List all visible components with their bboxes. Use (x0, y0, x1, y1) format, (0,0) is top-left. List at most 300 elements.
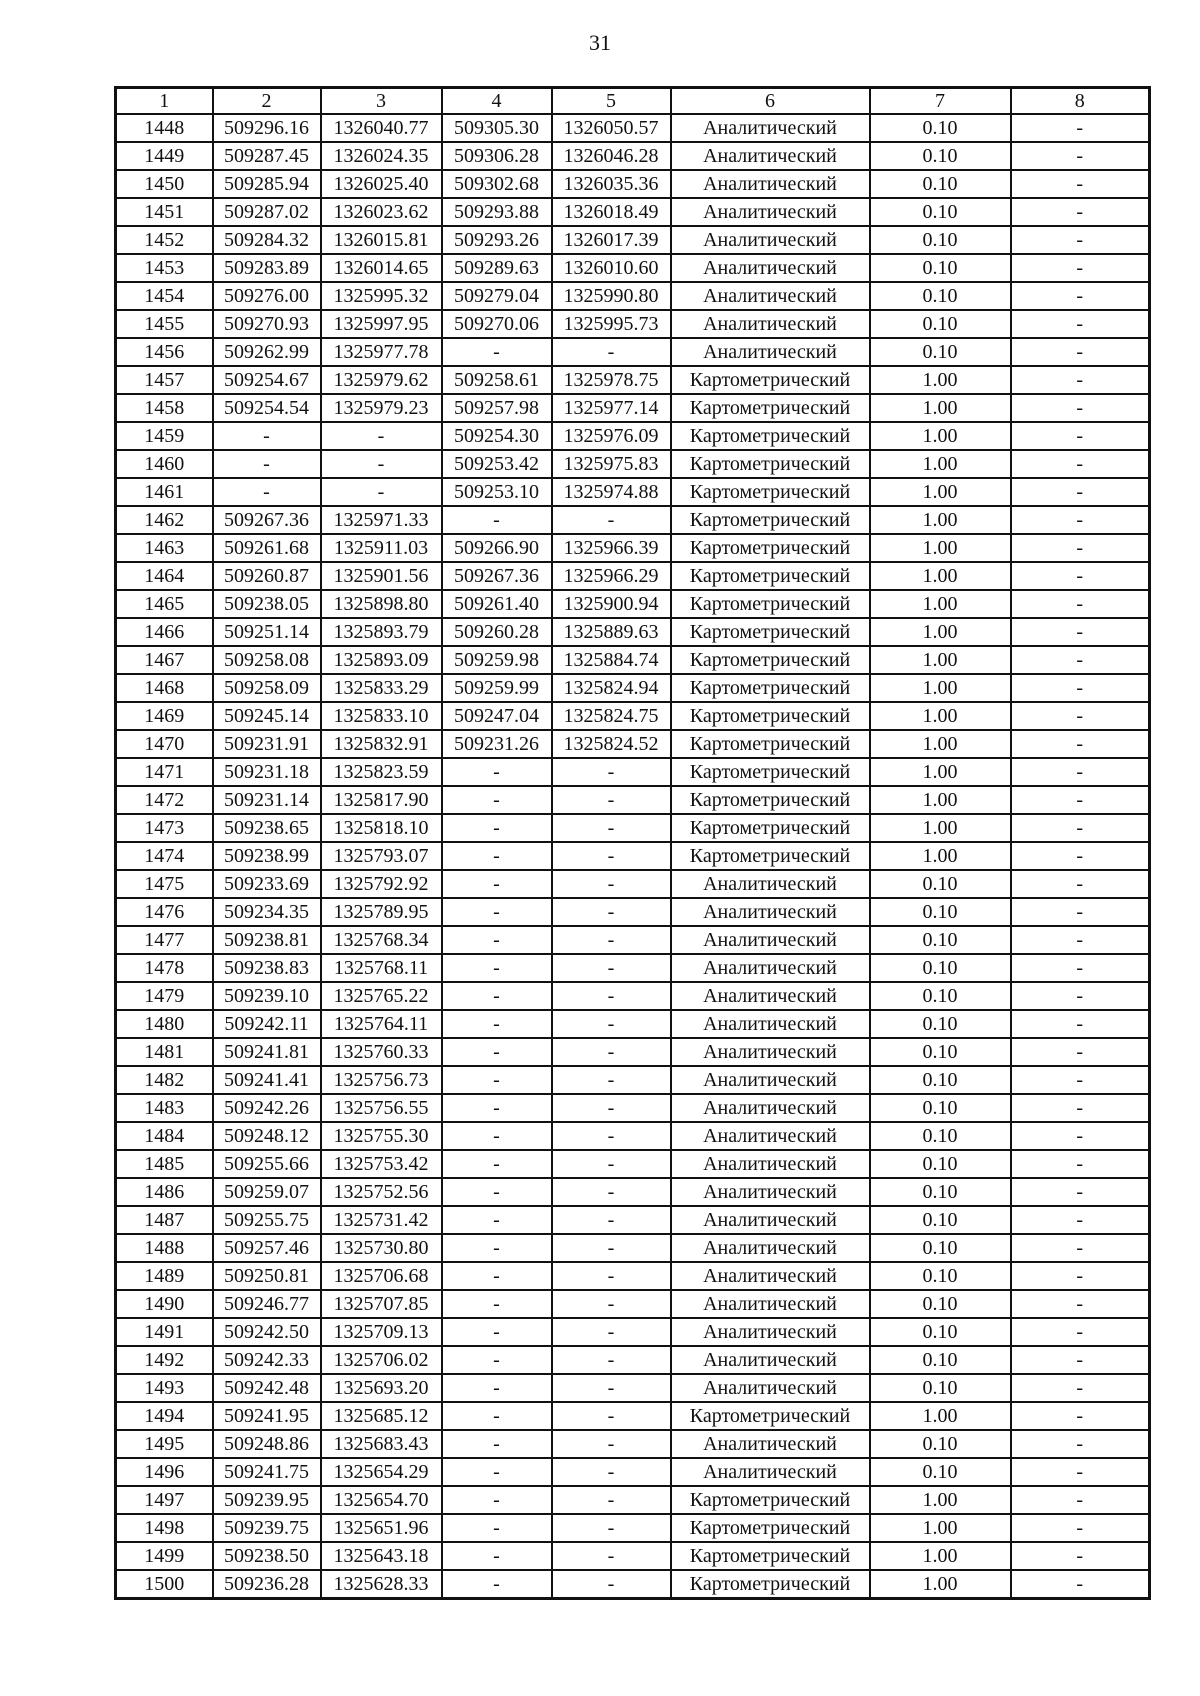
y2-coordinate-cell: - (552, 758, 671, 786)
method-cell: Аналитический (671, 254, 870, 282)
point-number-cell: 1462 (116, 506, 213, 534)
y2-coordinate-cell: 1325824.52 (552, 730, 671, 758)
note-cell: - (1011, 982, 1150, 1010)
note-cell: - (1011, 1262, 1150, 1290)
x2-coordinate-cell: - (442, 1290, 552, 1318)
accuracy-cell: 1.00 (870, 758, 1011, 786)
y2-coordinate-cell: - (552, 786, 671, 814)
x2-coordinate-cell: - (442, 338, 552, 366)
accuracy-cell: 1.00 (870, 842, 1011, 870)
table-row (116, 282, 1150, 310)
x-coordinate-cell: 509241.75 (213, 1458, 321, 1486)
note-cell: - (1011, 898, 1150, 926)
x2-coordinate-cell: - (442, 842, 552, 870)
x-coordinate-cell: - (213, 422, 321, 450)
method-cell: Аналитический (671, 226, 870, 254)
note-cell: - (1011, 1318, 1150, 1346)
x-coordinate-cell: 509258.09 (213, 674, 321, 702)
point-number-cell: 1500 (116, 1570, 213, 1599)
y-coordinate-cell: 1325730.80 (321, 1234, 442, 1262)
y2-coordinate-cell: 1325900.94 (552, 590, 671, 618)
accuracy-cell: 0.10 (870, 1066, 1011, 1094)
y-coordinate-cell: 1325977.78 (321, 338, 442, 366)
y2-coordinate-cell: 1325884.74 (552, 646, 671, 674)
y-coordinate-cell: - (321, 478, 442, 506)
y-coordinate-cell: 1325833.10 (321, 702, 442, 730)
table-row (116, 674, 1150, 702)
x-coordinate-cell: 509255.75 (213, 1206, 321, 1234)
table-row (116, 926, 1150, 954)
x2-coordinate-cell: 509289.63 (442, 254, 552, 282)
point-number-cell: 1492 (116, 1346, 213, 1374)
y-coordinate-cell: 1325654.29 (321, 1458, 442, 1486)
point-number-cell: 1457 (116, 366, 213, 394)
point-number-cell: 1481 (116, 1038, 213, 1066)
y-coordinate-cell: 1325995.32 (321, 282, 442, 310)
table-row (116, 338, 1150, 366)
table-row (116, 226, 1150, 254)
column-header: 4 (442, 88, 552, 115)
x2-coordinate-cell: 509253.10 (442, 478, 552, 506)
y2-coordinate-cell: - (552, 842, 671, 870)
y-coordinate-cell: 1325683.43 (321, 1430, 442, 1458)
x-coordinate-cell: 509270.93 (213, 310, 321, 338)
x-coordinate-cell: 509250.81 (213, 1262, 321, 1290)
table-row (116, 1094, 1150, 1122)
point-number-cell: 1491 (116, 1318, 213, 1346)
table-body (116, 114, 1150, 1599)
y2-coordinate-cell: - (552, 1402, 671, 1430)
table-row (116, 506, 1150, 534)
method-cell: Аналитический (671, 1066, 870, 1094)
method-cell: Картометрический (671, 450, 870, 478)
y2-coordinate-cell: - (552, 1178, 671, 1206)
x2-coordinate-cell: - (442, 1066, 552, 1094)
method-cell: Картометрический (671, 786, 870, 814)
table-row (116, 1122, 1150, 1150)
y2-coordinate-cell: - (552, 870, 671, 898)
y2-coordinate-cell: 1325966.29 (552, 562, 671, 590)
y-coordinate-cell: 1325764.11 (321, 1010, 442, 1038)
x-coordinate-cell: 509287.02 (213, 198, 321, 226)
x2-coordinate-cell: - (442, 1122, 552, 1150)
method-cell: Аналитический (671, 1010, 870, 1038)
y-coordinate-cell: 1325789.95 (321, 898, 442, 926)
y2-coordinate-cell: - (552, 926, 671, 954)
accuracy-cell: 0.10 (870, 1234, 1011, 1262)
table-row (116, 1010, 1150, 1038)
accuracy-cell: 0.10 (870, 898, 1011, 926)
point-number-cell: 1468 (116, 674, 213, 702)
y-coordinate-cell: 1325651.96 (321, 1514, 442, 1542)
table-row (116, 1374, 1150, 1402)
y-coordinate-cell: 1325693.20 (321, 1374, 442, 1402)
y-coordinate-cell: 1325654.70 (321, 1486, 442, 1514)
x-coordinate-cell: 509242.26 (213, 1094, 321, 1122)
point-number-cell: 1466 (116, 618, 213, 646)
x2-coordinate-cell: - (442, 1178, 552, 1206)
y-coordinate-cell: 1325997.95 (321, 310, 442, 338)
x-coordinate-cell: 509285.94 (213, 170, 321, 198)
y2-coordinate-cell: - (552, 982, 671, 1010)
table-row (116, 1430, 1150, 1458)
x-coordinate-cell: 509260.87 (213, 562, 321, 590)
table-row (116, 1458, 1150, 1486)
table-row (116, 1206, 1150, 1234)
y-coordinate-cell: 1325893.09 (321, 646, 442, 674)
x2-coordinate-cell: 509305.30 (442, 114, 552, 142)
note-cell: - (1011, 1094, 1150, 1122)
x-coordinate-cell: 509261.68 (213, 534, 321, 562)
y-coordinate-cell: 1325792.92 (321, 870, 442, 898)
method-cell: Картометрический (671, 674, 870, 702)
y-coordinate-cell: 1325979.23 (321, 394, 442, 422)
table-row (116, 814, 1150, 842)
x-coordinate-cell: 509248.86 (213, 1430, 321, 1458)
accuracy-cell: 1.00 (870, 646, 1011, 674)
accuracy-cell: 0.10 (870, 1346, 1011, 1374)
y2-coordinate-cell: - (552, 1206, 671, 1234)
point-number-cell: 1499 (116, 1542, 213, 1570)
note-cell: - (1011, 646, 1150, 674)
note-cell: - (1011, 1010, 1150, 1038)
note-cell: - (1011, 786, 1150, 814)
x2-coordinate-cell: - (442, 1234, 552, 1262)
point-number-cell: 1461 (116, 478, 213, 506)
y-coordinate-cell: 1325768.34 (321, 926, 442, 954)
note-cell: - (1011, 450, 1150, 478)
accuracy-cell: 0.10 (870, 254, 1011, 282)
accuracy-cell: 0.10 (870, 198, 1011, 226)
x-coordinate-cell: 509233.69 (213, 870, 321, 898)
x-coordinate-cell: 509238.05 (213, 590, 321, 618)
note-cell: - (1011, 366, 1150, 394)
point-number-cell: 1482 (116, 1066, 213, 1094)
method-cell: Аналитический (671, 310, 870, 338)
accuracy-cell: 1.00 (870, 1402, 1011, 1430)
accuracy-cell: 0.10 (870, 142, 1011, 170)
table-row (116, 702, 1150, 730)
table-row (116, 310, 1150, 338)
accuracy-cell: 0.10 (870, 1318, 1011, 1346)
x-coordinate-cell: 509239.10 (213, 982, 321, 1010)
point-number-cell: 1451 (116, 198, 213, 226)
y2-coordinate-cell: 1326010.60 (552, 254, 671, 282)
y2-coordinate-cell: 1325995.73 (552, 310, 671, 338)
table-row (116, 1178, 1150, 1206)
accuracy-cell: 0.10 (870, 226, 1011, 254)
table-row (116, 646, 1150, 674)
x2-coordinate-cell: - (442, 870, 552, 898)
point-number-cell: 1496 (116, 1458, 213, 1486)
accuracy-cell: 0.10 (870, 1374, 1011, 1402)
x2-coordinate-cell: - (442, 1430, 552, 1458)
point-number-cell: 1484 (116, 1122, 213, 1150)
table-row (116, 114, 1150, 142)
x2-coordinate-cell: 509253.42 (442, 450, 552, 478)
method-cell: Аналитический (671, 1430, 870, 1458)
x2-coordinate-cell: 509259.98 (442, 646, 552, 674)
method-cell: Картометрический (671, 366, 870, 394)
y-coordinate-cell: 1326014.65 (321, 254, 442, 282)
note-cell: - (1011, 282, 1150, 310)
y2-coordinate-cell: - (552, 338, 671, 366)
method-cell: Аналитический (671, 1290, 870, 1318)
y-coordinate-cell: - (321, 422, 442, 450)
x-coordinate-cell: 509257.46 (213, 1234, 321, 1262)
column-header: 8 (1011, 88, 1150, 115)
accuracy-cell: 0.10 (870, 114, 1011, 142)
y2-coordinate-cell: 1326035.36 (552, 170, 671, 198)
accuracy-cell: 1.00 (870, 422, 1011, 450)
point-number-cell: 1497 (116, 1486, 213, 1514)
x-coordinate-cell: 509267.36 (213, 506, 321, 534)
y-coordinate-cell: 1325706.02 (321, 1346, 442, 1374)
x-coordinate-cell: 509239.75 (213, 1514, 321, 1542)
y2-coordinate-cell: - (552, 814, 671, 842)
method-cell: Аналитический (671, 1038, 870, 1066)
table-row (116, 1346, 1150, 1374)
method-cell: Картометрический (671, 702, 870, 730)
note-cell: - (1011, 198, 1150, 226)
method-cell: Картометрический (671, 534, 870, 562)
x-coordinate-cell: 509245.14 (213, 702, 321, 730)
accuracy-cell: 0.10 (870, 1010, 1011, 1038)
note-cell: - (1011, 618, 1150, 646)
y2-coordinate-cell: 1325974.88 (552, 478, 671, 506)
x2-coordinate-cell: - (442, 1542, 552, 1570)
x2-coordinate-cell: 509260.28 (442, 618, 552, 646)
accuracy-cell: 1.00 (870, 730, 1011, 758)
accuracy-cell: 0.10 (870, 982, 1011, 1010)
accuracy-cell: 1.00 (870, 786, 1011, 814)
table-row (116, 198, 1150, 226)
point-number-cell: 1478 (116, 954, 213, 982)
x2-coordinate-cell: - (442, 1570, 552, 1599)
x2-coordinate-cell: - (442, 1206, 552, 1234)
point-number-cell: 1476 (116, 898, 213, 926)
x2-coordinate-cell: 509247.04 (442, 702, 552, 730)
x-coordinate-cell: 509238.81 (213, 926, 321, 954)
x2-coordinate-cell: 509293.88 (442, 198, 552, 226)
x2-coordinate-cell: - (442, 814, 552, 842)
note-cell: - (1011, 842, 1150, 870)
table-row (116, 1570, 1150, 1599)
table-row (116, 1542, 1150, 1570)
accuracy-cell: 0.10 (870, 1122, 1011, 1150)
point-number-cell: 1493 (116, 1374, 213, 1402)
y2-coordinate-cell: 1325824.75 (552, 702, 671, 730)
note-cell: - (1011, 1346, 1150, 1374)
x2-coordinate-cell: - (442, 1150, 552, 1178)
y2-coordinate-cell: 1326046.28 (552, 142, 671, 170)
y-coordinate-cell: 1325760.33 (321, 1038, 442, 1066)
note-cell: - (1011, 926, 1150, 954)
note-cell: - (1011, 142, 1150, 170)
note-cell: - (1011, 254, 1150, 282)
method-cell: Аналитический (671, 926, 870, 954)
header-row (116, 88, 1150, 115)
x2-coordinate-cell: - (442, 506, 552, 534)
note-cell: - (1011, 590, 1150, 618)
table-row (116, 1150, 1150, 1178)
table-row (116, 478, 1150, 506)
y2-coordinate-cell: - (552, 1318, 671, 1346)
method-cell: Картометрический (671, 814, 870, 842)
y2-coordinate-cell: 1326018.49 (552, 198, 671, 226)
accuracy-cell: 1.00 (870, 478, 1011, 506)
x-coordinate-cell: 509241.41 (213, 1066, 321, 1094)
table-row (116, 898, 1150, 926)
y-coordinate-cell: 1325706.68 (321, 1262, 442, 1290)
y-coordinate-cell: 1325768.11 (321, 954, 442, 982)
accuracy-cell: 1.00 (870, 590, 1011, 618)
method-cell: Аналитический (671, 1318, 870, 1346)
x2-coordinate-cell: 509231.26 (442, 730, 552, 758)
method-cell: Картометрический (671, 1486, 870, 1514)
x2-coordinate-cell: 509270.06 (442, 310, 552, 338)
accuracy-cell: 1.00 (870, 450, 1011, 478)
point-number-cell: 1456 (116, 338, 213, 366)
column-header: 1 (116, 88, 213, 115)
method-cell: Картометрический (671, 1402, 870, 1430)
point-number-cell: 1489 (116, 1262, 213, 1290)
note-cell: - (1011, 702, 1150, 730)
accuracy-cell: 0.10 (870, 1262, 1011, 1290)
accuracy-cell: 0.10 (870, 1430, 1011, 1458)
y2-coordinate-cell: - (552, 1234, 671, 1262)
table-row (116, 142, 1150, 170)
method-cell: Аналитический (671, 170, 870, 198)
y2-coordinate-cell: - (552, 1010, 671, 1038)
point-number-cell: 1464 (116, 562, 213, 590)
method-cell: Аналитический (671, 1150, 870, 1178)
table-row (116, 786, 1150, 814)
note-cell: - (1011, 170, 1150, 198)
y-coordinate-cell: 1325765.22 (321, 982, 442, 1010)
point-number-cell: 1452 (116, 226, 213, 254)
note-cell: - (1011, 1542, 1150, 1570)
x2-coordinate-cell: 509266.90 (442, 534, 552, 562)
x2-coordinate-cell: - (442, 954, 552, 982)
table-row (116, 954, 1150, 982)
table-row (116, 394, 1150, 422)
accuracy-cell: 0.10 (870, 1458, 1011, 1486)
column-header: 3 (321, 88, 442, 115)
point-number-cell: 1495 (116, 1430, 213, 1458)
method-cell: Аналитический (671, 1234, 870, 1262)
method-cell: Аналитический (671, 898, 870, 926)
table-row (116, 254, 1150, 282)
method-cell: Аналитический (671, 198, 870, 226)
x-coordinate-cell: 509242.11 (213, 1010, 321, 1038)
x2-coordinate-cell: - (442, 1374, 552, 1402)
x-coordinate-cell: 509231.14 (213, 786, 321, 814)
x-coordinate-cell: 509242.48 (213, 1374, 321, 1402)
y-coordinate-cell: 1326015.81 (321, 226, 442, 254)
point-number-cell: 1490 (116, 1290, 213, 1318)
table-row (116, 870, 1150, 898)
y-coordinate-cell: 1325756.73 (321, 1066, 442, 1094)
y-coordinate-cell: 1325793.07 (321, 842, 442, 870)
x2-coordinate-cell: - (442, 786, 552, 814)
y-coordinate-cell: 1325707.85 (321, 1290, 442, 1318)
y-coordinate-cell: 1325971.33 (321, 506, 442, 534)
accuracy-cell: 1.00 (870, 1514, 1011, 1542)
x2-coordinate-cell: - (442, 758, 552, 786)
note-cell: - (1011, 114, 1150, 142)
x-coordinate-cell: 509241.81 (213, 1038, 321, 1066)
x-coordinate-cell: 509283.89 (213, 254, 321, 282)
method-cell: Аналитический (671, 338, 870, 366)
y2-coordinate-cell: - (552, 1458, 671, 1486)
point-number-cell: 1467 (116, 646, 213, 674)
x-coordinate-cell: 509234.35 (213, 898, 321, 926)
note-cell: - (1011, 1430, 1150, 1458)
table-row (116, 982, 1150, 1010)
accuracy-cell: 1.00 (870, 534, 1011, 562)
method-cell: Картометрический (671, 758, 870, 786)
x2-coordinate-cell: 509279.04 (442, 282, 552, 310)
point-number-cell: 1471 (116, 758, 213, 786)
accuracy-cell: 1.00 (870, 1542, 1011, 1570)
y2-coordinate-cell: - (552, 1290, 671, 1318)
method-cell: Аналитический (671, 1178, 870, 1206)
x-coordinate-cell: 509276.00 (213, 282, 321, 310)
note-cell: - (1011, 1458, 1150, 1486)
y-coordinate-cell: 1325898.80 (321, 590, 442, 618)
y-coordinate-cell: 1325901.56 (321, 562, 442, 590)
note-cell: - (1011, 1570, 1150, 1599)
y-coordinate-cell: 1326025.40 (321, 170, 442, 198)
note-cell: - (1011, 1178, 1150, 1206)
y2-coordinate-cell: 1326050.57 (552, 114, 671, 142)
x-coordinate-cell: 509246.77 (213, 1290, 321, 1318)
x-coordinate-cell: 509242.50 (213, 1318, 321, 1346)
column-header: 7 (870, 88, 1011, 115)
note-cell: - (1011, 730, 1150, 758)
method-cell: Картометрический (671, 1514, 870, 1542)
accuracy-cell: 0.10 (870, 1290, 1011, 1318)
table-row (116, 1402, 1150, 1430)
y2-coordinate-cell: 1325824.94 (552, 674, 671, 702)
point-number-cell: 1483 (116, 1094, 213, 1122)
table-row (116, 1038, 1150, 1066)
method-cell: Аналитический (671, 982, 870, 1010)
method-cell: Аналитический (671, 1206, 870, 1234)
method-cell: Аналитический (671, 142, 870, 170)
y2-coordinate-cell: - (552, 1374, 671, 1402)
x2-coordinate-cell: 509258.61 (442, 366, 552, 394)
y-coordinate-cell: 1325817.90 (321, 786, 442, 814)
point-number-cell: 1455 (116, 310, 213, 338)
y2-coordinate-cell: - (552, 1150, 671, 1178)
table-row (116, 730, 1150, 758)
x-coordinate-cell: 509254.54 (213, 394, 321, 422)
point-number-cell: 1498 (116, 1514, 213, 1542)
note-cell: - (1011, 954, 1150, 982)
accuracy-cell: 1.00 (870, 618, 1011, 646)
x2-coordinate-cell: - (442, 1514, 552, 1542)
x-coordinate-cell: 509239.95 (213, 1486, 321, 1514)
point-number-cell: 1487 (116, 1206, 213, 1234)
x2-coordinate-cell: 509302.68 (442, 170, 552, 198)
y2-coordinate-cell: 1325977.14 (552, 394, 671, 422)
y2-coordinate-cell: 1325976.09 (552, 422, 671, 450)
method-cell: Аналитический (671, 1458, 870, 1486)
note-cell: - (1011, 562, 1150, 590)
y-coordinate-cell: 1325731.42 (321, 1206, 442, 1234)
